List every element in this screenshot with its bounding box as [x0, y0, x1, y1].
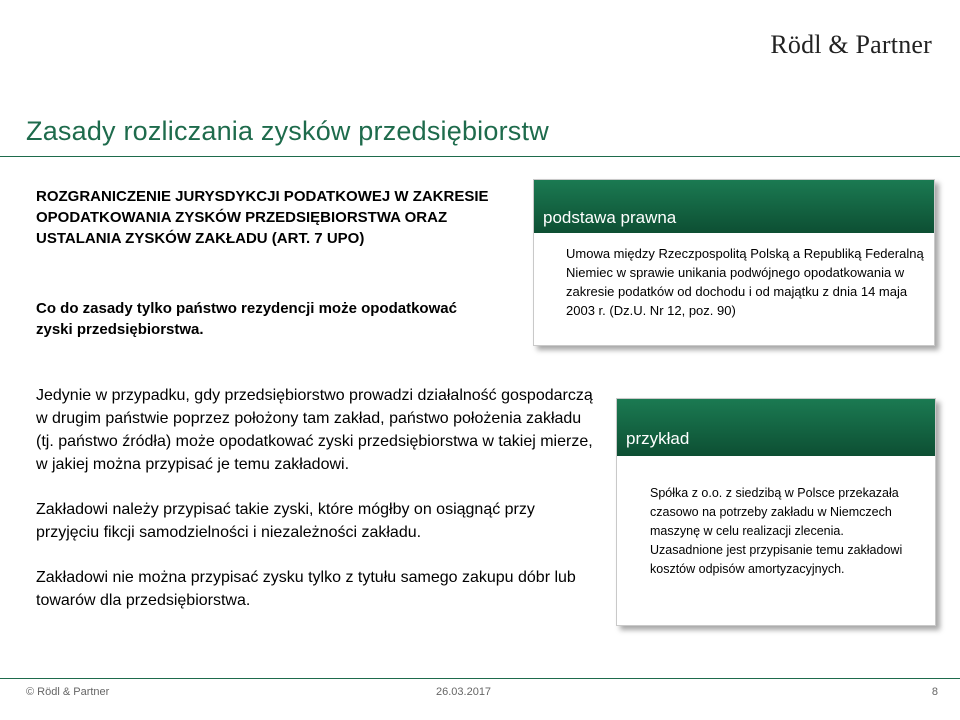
example-card-header: przykład [617, 399, 935, 456]
footer-date: 26.03.2017 [436, 686, 492, 698]
legal-basis-card-text: Umowa między Rzeczpospolitą Polską a Republiką Federalną Niemiec w sprawie unikania podwójnego opodatkowania w zakresie podatków od dochodu i od majątku z dnia 14 maja 2003 r. (Dz.U. Nr 12, poz. 90) [566, 246, 924, 318]
legal-basis-card-header: podstawa prawna [534, 180, 934, 233]
legal-basis-card [533, 179, 935, 346]
page-number: 8 [931, 686, 938, 698]
intro-heading: ROZGRANICZENIE JURYSDYKCJI PODATKOWEJ W ZAKRESIE OPODATKOWANIA ZYSKÓW PRZEDSIĘBIORSTWA ORAZ USTALANIA ZYSKÓW ZAKŁADU (ART. 7 UPO) [36, 188, 489, 247]
paragraph: Jedynie w przypadku, gdy przedsiębiorstwo prowadzi działalność gospodarczą w drugim państwie poprzez położony tam zakład, państwo położenia zakładu (tj. państwo źródła) może opodatkować zyski przedsiębiorstwa w takiej mierze, w jakiej można przypisać je temu zakładowi. [36, 387, 593, 473]
paragraph: Zakładowi należy przypisać takie zyski, które mógłby on osiągnąć przy przyjęciu fikcji samodzielności i niezależności zakładu. [36, 501, 535, 541]
example-card [616, 398, 936, 626]
company-logo: Rödl & Partner [770, 30, 932, 59]
example-card-text: Spółka z o.o. z siedzibą w Polsce przekazała czasowo na potrzeby zakładu w Niemczech maszynę w celu realizacji zlecenia. Uzasadnione jest przypisanie temu zakładowi kosztów odpisów amortyzacyjnych. [650, 486, 903, 576]
body-text [36, 384, 596, 634]
intro-text: Co do zasady tylko państwo rezydencji może opodatkować zyski przedsiębiorstwa. [36, 300, 457, 338]
footer-copyright: © Rödl & Partner [26, 686, 110, 698]
paragraph: Zakładowi nie można przypisać zysku tylko z tytułu samego zakupu dóbr lub towarów dla przedsiębiorstwa. [36, 569, 576, 609]
page-title: Zasady rozliczania zysków przedsiębiorstw [26, 116, 549, 146]
title-divider [0, 156, 960, 157]
footer-divider [0, 678, 960, 679]
